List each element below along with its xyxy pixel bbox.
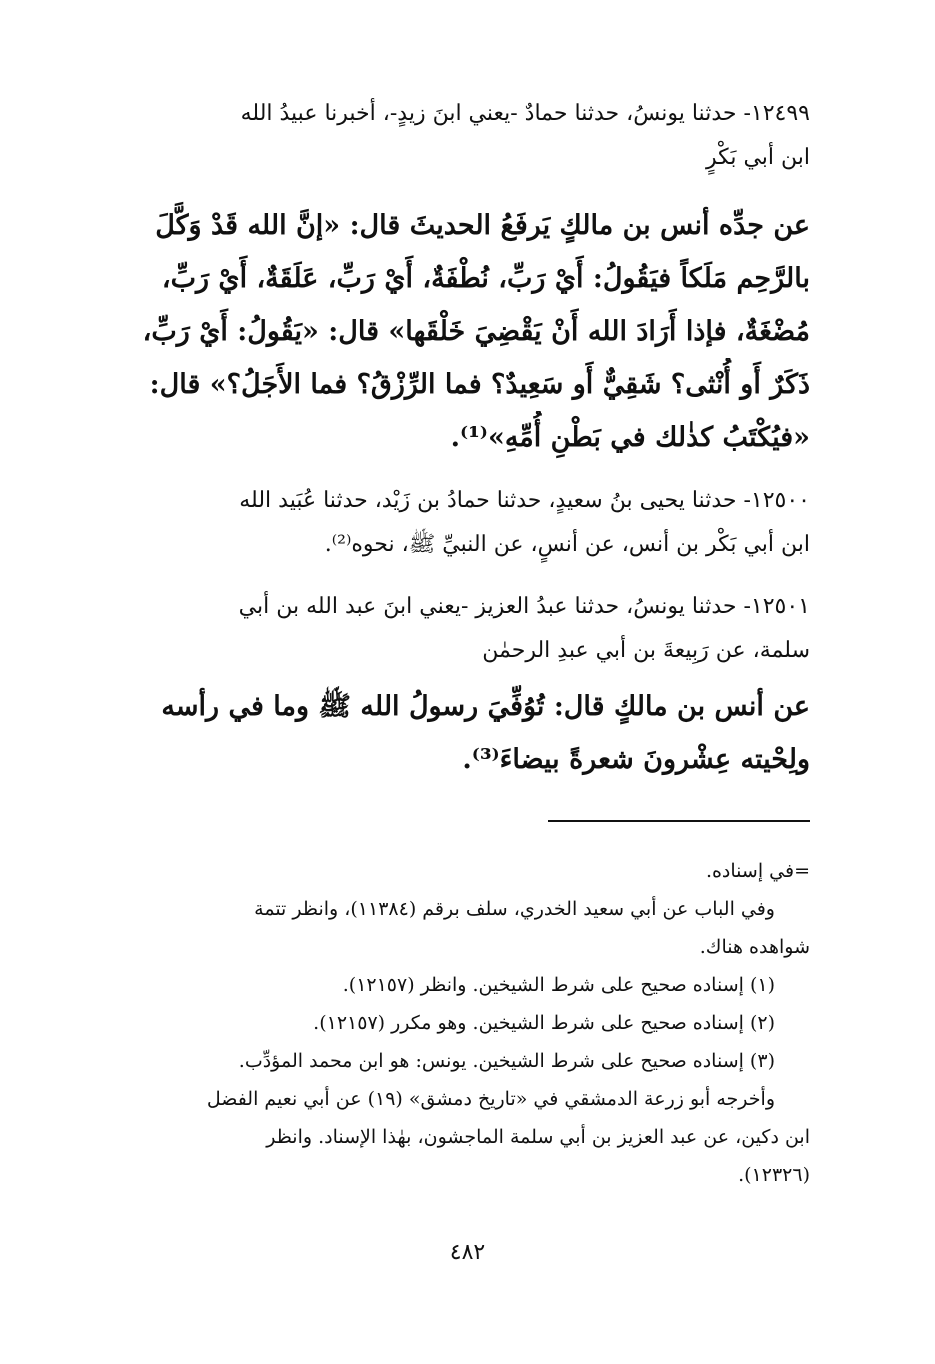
text-line: ابن أبي بَكْرٍ [706,145,810,170]
text-line: مُضْغَةٌ، فإذا أَرَادَ الله أَنْ يَقْضِيَ خَلْقَها» قال: «يَقُولُ: أَيْ رَبِّ، [142,316,810,347]
footnote-line: ابن دكين، عن عبد العزيز بن أبي سلمة الماجشون، بهٰذا الإسناد. وانظر [266,1126,810,1148]
text-line: ولِحْيته عِشْرونَ شعرةً بيضاءَ⁽³⁾. [462,744,810,775]
footnote-2: (٢) إسناده صحيح على شرط الشيخين. وهو مكرر (١٢١٥٧). [313,1012,775,1034]
text-line: ١٢٤٩٩- حدثنا يونسُ، حدثنا حمادٌ -يعني ابنَ زيدٍ-، أخبرنا عبيدُ الله [240,101,810,126]
text-line: ذَكَرٌ أَو أُنْثى؟ شَقِيٌّ أَو سَعِيدٌ؟ فما الرِّزْقُ؟ فما الأَجَلُ؟» قال: [149,369,810,400]
footnote-line: وأخرجه أبو زرعة الدمشقي في «تاريخ دمشق» (١٩) عن أبي نعيم الفضل [206,1088,775,1110]
hadith-12500 [95,479,810,567]
footnote-continuation: =في إسناده. [705,860,810,882]
footnote-3: (٣) إسناده صحيح على شرط الشيخين. يونس: هو ابن محمد المؤدِّب. [238,1050,775,1072]
text-line: ١٢٥٠١- حدثنا يونسُ، حدثنا عبدُ العزيز -يعني ابنَ عبد الله بن أبي [238,594,810,619]
hadith-12499-isnad [95,92,810,180]
footnote-1: (١) إسناده صحيح على شرط الشيخين. وانظر (١٢١٥٧). [342,974,775,996]
text-line: ١٢٥٠٠- حدثنا يحيى بنُ سعيدٍ، حدثنا حمادُ بن زَيْد، حدثنا عُبَيد الله [239,488,810,513]
text-line: عن جدِّه أنس بن مالكٍ يَرفَعُ الحديثَ قال: «إنَّ الله قَدْ وَكَّلَ [155,210,810,241]
text-line: بالرَّحِم مَلَكاً فيَقُولُ: أَيْ رَبِّ، نُطْفَةٌ، أَيْ رَبِّ، عَلَقَةٌ، أَيْ رَبِّ، [161,263,810,294]
hadith-12501-matn [95,680,810,786]
hadith-12499-matn [95,199,810,464]
hadith-12501-isnad [95,585,810,673]
text-line: «فيُكْتَبُ كذٰلك في بَطْنِ أُمِّهِ»⁽¹⁾. [450,422,810,453]
footnote-line: (١٢٣٢٦). [738,1164,810,1186]
footnotes [95,852,810,1194]
text-line: ابن أبي بَكْر بن أنس، عن أنسٍ، عن النبيِّ ﷺ، نحوه⁽²⁾. [324,532,810,557]
text-line: عن أنس بن مالكٍ قال: تُوُفِّيَ رسولُ الله ﷺ وما في رأسه [161,691,810,722]
footnote-line: شواهده هناك. [699,936,810,958]
page-number: ٤٨٢ [449,1240,486,1265]
text-line: سلمة، عن رَبِيعةَ بن أبي عبدِ الرحمٰن [482,638,810,663]
footnote-line: وفي الباب عن أبي سعيد الخدري، سلف برقم (١١٣٨٤)، وانظر تتمة [254,898,775,920]
book-page [95,92,810,1312]
footnote-divider [548,820,810,822]
